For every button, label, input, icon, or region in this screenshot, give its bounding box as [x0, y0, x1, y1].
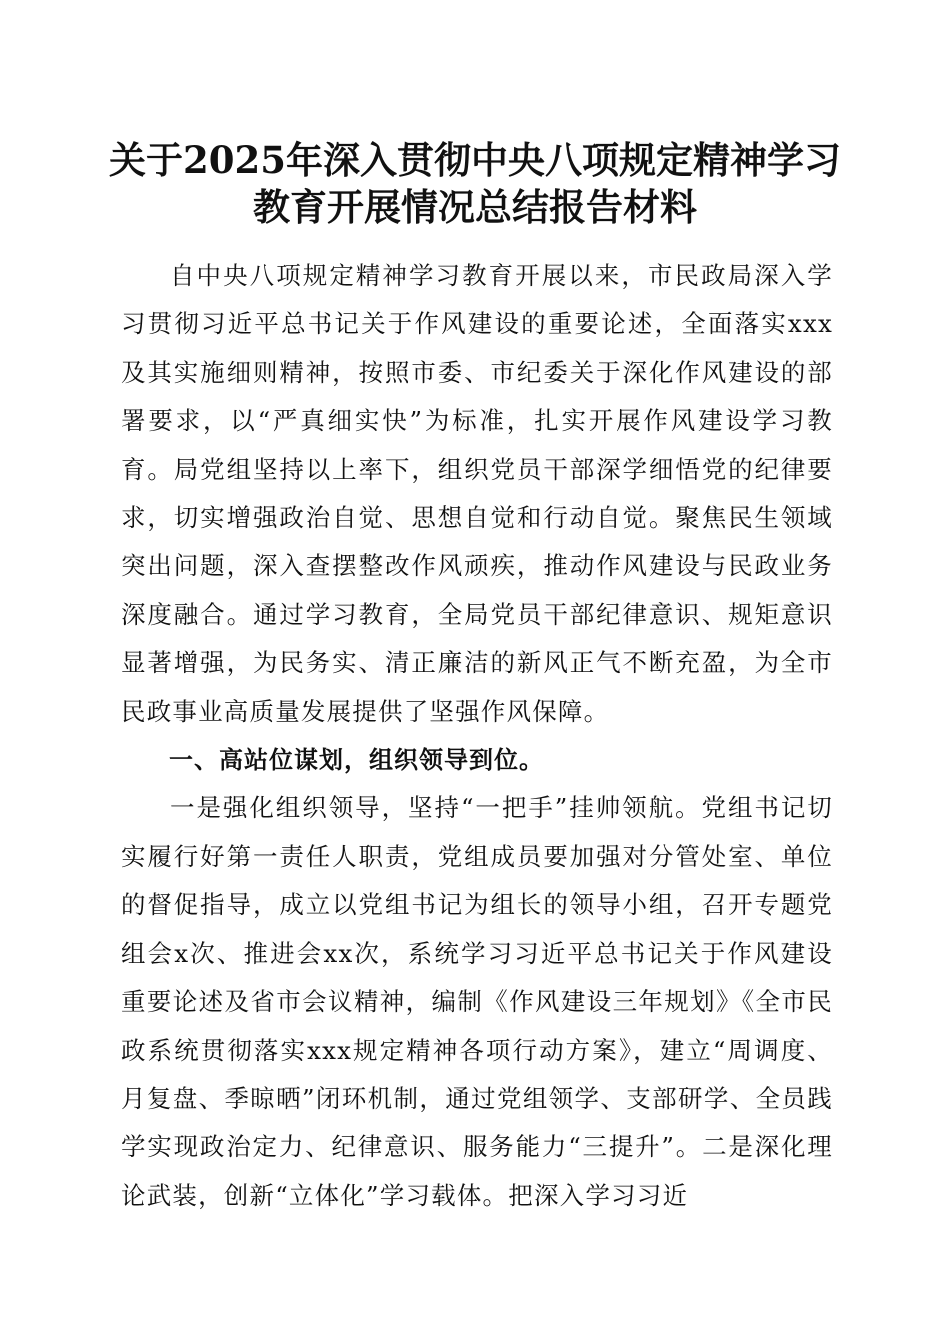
section-1-paragraph: 一是强化组织领导，坚持“一把手”挂帅领航。党组书记切实履行好第一责任人职责，党组成员要加强对分管处室、单位的督促指导，成立以党组书记为组长的领导小组，召开专题党组会x次、推进会xx次，系统学习习近平总书记关于作风建设重要论述及省市会议精神，编制《作风建设三年规划》《全市民政系统贯彻落实xxx规定精神各项行动方案》，建立“周调度、月复盘、季晾晒”闭环机制，通过党组领学、支部研学、全员践学实现政治定力、纪律意识、服务能力“三提升”。二是深化理论武装，创新“立体化”学习载体。把深入学习习近	[121, 793, 833, 1210]
document-body	[121, 252, 833, 1220]
document-title-line-2: 教育开展情况总结报告材料	[253, 185, 697, 229]
section-1-heading: 一、高站位谋划，组织领导到位。	[169, 746, 544, 775]
intro-paragraph: 自中央八项规定精神学习教育开展以来，市民政局深入学习贯彻习近平总书记关于作风建设的重要论述，全面落实xxx及其实施细则精神，按照市委、市纪委关于深化作风建设的部署要求，以“严真细实快”为标准，扎实开展作风建设学习教育。局党组坚持以上率下，组织党员干部深学细悟党的纪律要求，切实增强政治自觉、思想自觉和行动自觉。聚焦民生领域突出问题，深入查摆整改作风顽疾，推动作风建设与民政业务深度融合。通过学习教育，全局党员干部纪律意识、规矩意识显著增强，为民务实、清正廉洁的新风正气不断充盈，为全市民政事业高质量发展提供了坚强作风保障。	[121, 261, 833, 726]
document-title-line-1: 关于2025年深入贯彻中央八项规定精神学习	[109, 138, 841, 182]
